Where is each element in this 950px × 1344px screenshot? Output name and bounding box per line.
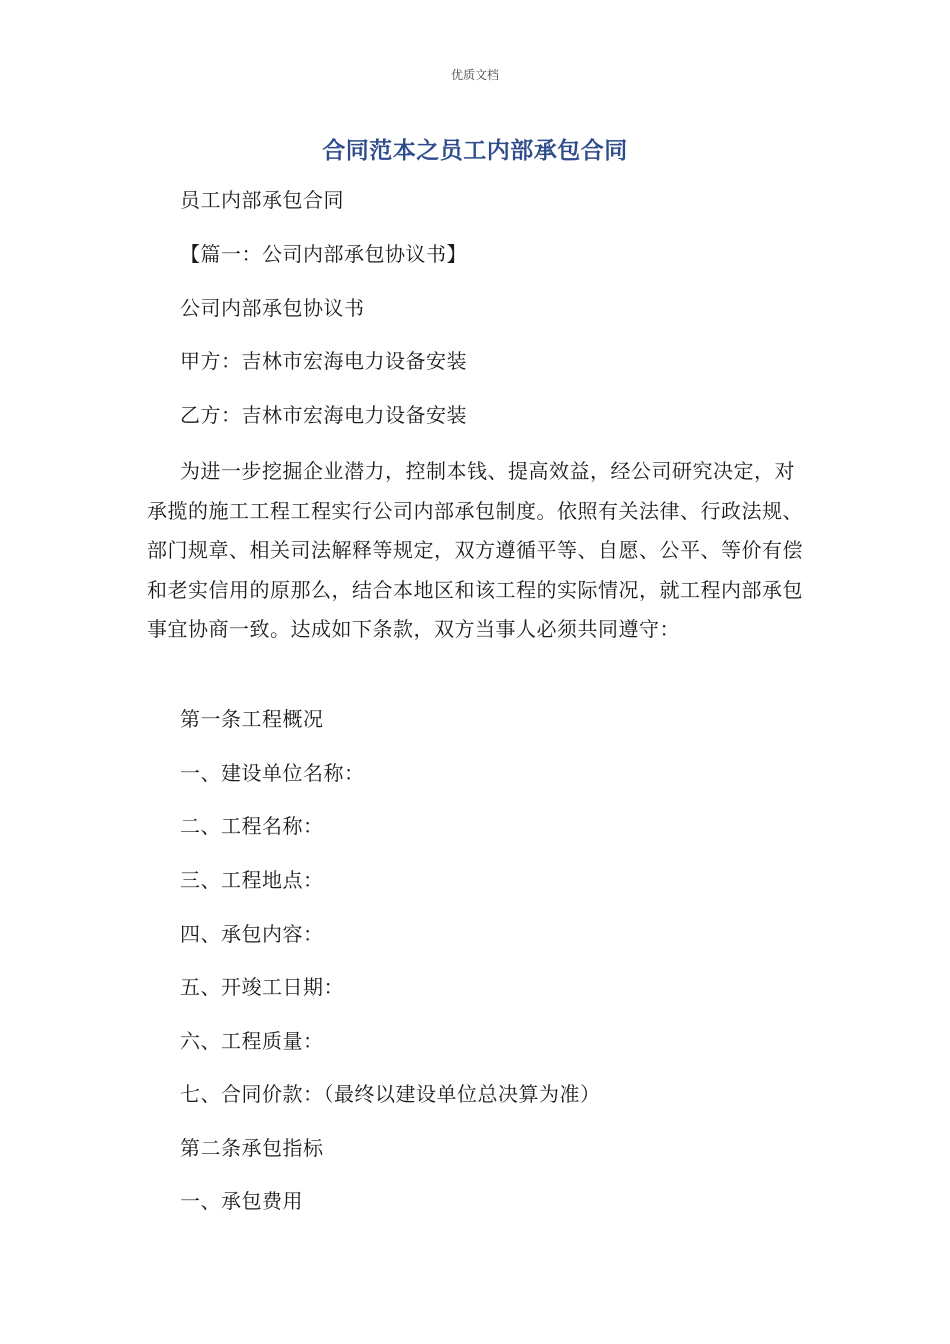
list-item: 七、合同价款：（最终以建设单位总决算为准） <box>180 1082 601 1106</box>
party-b-line: 乙方：吉林市宏海电力设备安装 <box>180 403 467 427</box>
list-item: 四、承包内容： <box>180 922 324 946</box>
party-a-line: 甲方：吉林市宏海电力设备安装 <box>180 349 467 373</box>
list-item: 六、工程质量： <box>180 1029 324 1053</box>
list-item: 五、开竣工日期： <box>180 975 344 999</box>
body-paragraph <box>147 452 809 650</box>
article-heading: 第一条工程概况 <box>180 707 324 731</box>
list-item: 一、承包费用 <box>180 1189 303 1213</box>
list-item: 一、建设单位名称： <box>180 761 365 785</box>
text-line: 公司内部承包协议书 <box>180 296 365 320</box>
list-item: 三、工程地点： <box>180 868 324 892</box>
document-title: 合同范本之员工内部承包合同 <box>322 138 628 164</box>
text-line: 员工内部承包合同 <box>180 188 344 212</box>
section-heading: 【篇一：公司内部承包协议书】 <box>180 242 467 266</box>
body-paragraph-text: 为进一步挖掘企业潜力，控制本钱、提高效益，经公司研究决定，对承揽的施工工程工程实行公司内部承包制度。依照有关法律、行政法规、部门规章、相关司法解释等规定，双方遵循平等、自愿、公平、等价有偿和老实信用的原那么，结合本地区和该工程的实际情况，就工程内部承包事宜协商一致。达成如下条款，双方当事人必须共同遵守： <box>147 459 803 641</box>
list-item: 二、工程名称： <box>180 814 324 838</box>
page-header: 优质文档 <box>450 68 499 82</box>
article-heading: 第二条承包指标 <box>180 1136 324 1160</box>
